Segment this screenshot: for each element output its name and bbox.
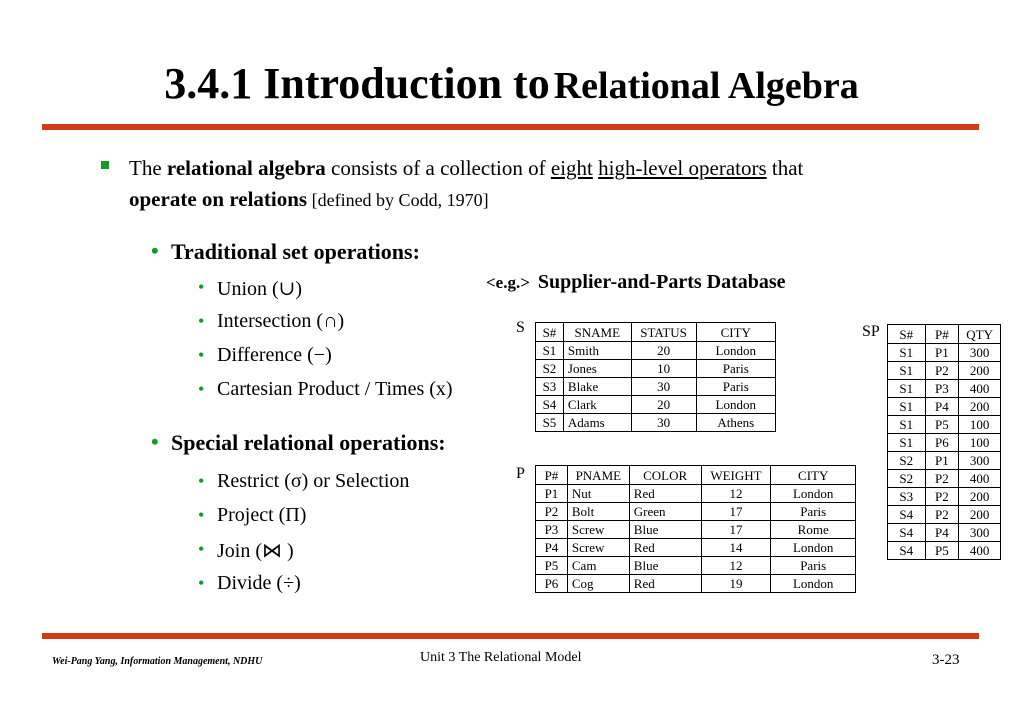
table-cell: S3 <box>536 378 564 396</box>
table-cell: S4 <box>536 396 564 414</box>
op-intersection: Intersection (∩) <box>217 310 345 332</box>
intro-line-1 <box>129 155 803 181</box>
op-divide: Divide (÷) <box>217 572 301 594</box>
table-cell: 100 <box>959 416 1001 434</box>
table-row <box>536 503 856 521</box>
table-row <box>888 542 1001 560</box>
table-cell: 200 <box>959 362 1001 380</box>
op-difference: Difference (−) <box>217 344 332 366</box>
table-cell: London <box>696 396 776 414</box>
example-prefix: <e.g.> <box>486 273 530 292</box>
intro-relational-algebra: relational algebra <box>166 156 326 180</box>
table-cell: Smith <box>563 342 631 360</box>
slide-title <box>0 58 1023 109</box>
intro-operate-on-relations: operate on relations <box>129 187 308 211</box>
table-row <box>888 344 1001 362</box>
header-cell: SNAME <box>563 323 631 342</box>
table-row <box>888 488 1001 506</box>
table-cell: P2 <box>536 503 568 521</box>
header-cell: WEIGHT <box>701 466 771 485</box>
table-cell: London <box>771 539 856 557</box>
table-cell: Cog <box>567 575 629 593</box>
table-row <box>536 396 776 414</box>
table-row <box>536 378 776 396</box>
dot-bullet-icon: • <box>198 505 205 525</box>
table-cell: 400 <box>959 542 1001 560</box>
table-cell: Bolt <box>567 503 629 521</box>
header-cell: COLOR <box>629 466 701 485</box>
dot-bullet-icon: • <box>198 379 205 399</box>
table-cell: S4 <box>888 506 926 524</box>
table-cell: 12 <box>701 485 771 503</box>
title-rest: Relational Algebra <box>553 65 859 107</box>
table-row <box>536 342 776 360</box>
intro-text-consists: consists of a collection of <box>325 156 551 180</box>
intro-line-2 <box>129 186 489 213</box>
header-cell: P# <box>925 325 959 344</box>
top-rule <box>42 124 979 130</box>
table-cell: P1 <box>536 485 568 503</box>
dot-bullet-icon: • <box>198 277 205 297</box>
table-s-label: S <box>516 319 525 336</box>
dot-bullet-icon: • <box>198 539 205 559</box>
table-cell: S1 <box>888 416 926 434</box>
intro-eight: eight <box>550 156 593 180</box>
table-cell: 200 <box>959 506 1001 524</box>
table-header-row <box>536 466 856 485</box>
table-cell: S3 <box>888 488 926 506</box>
table-cell: 10 <box>631 360 696 378</box>
op-project: Project (Π) <box>217 504 307 526</box>
table-cell: Red <box>629 575 701 593</box>
table-cell: Paris <box>696 360 776 378</box>
op-cartesian-product: Cartesian Product / Times (x) <box>217 378 453 400</box>
example-title: Supplier-and-Parts Database <box>537 271 786 293</box>
table-row <box>888 470 1001 488</box>
table-cell: Cam <box>567 557 629 575</box>
table-cell: 30 <box>631 414 696 432</box>
dot-bullet-icon: • <box>151 238 159 263</box>
dot-bullet-icon: • <box>198 311 205 331</box>
table-row <box>888 452 1001 470</box>
table-cell: Rome <box>771 521 856 539</box>
table-cell: P5 <box>536 557 568 575</box>
table-header-row <box>536 323 776 342</box>
table-cell: S1 <box>888 362 926 380</box>
table-cell: 20 <box>631 342 696 360</box>
table-cell: 17 <box>701 503 771 521</box>
table-cell: 100 <box>959 434 1001 452</box>
table-cell: 200 <box>959 398 1001 416</box>
table-row <box>536 360 776 378</box>
op-restrict: Restrict (σ) or Selection <box>217 470 410 492</box>
table-cell: P2 <box>925 506 959 524</box>
dot-bullet-icon: • <box>151 429 159 454</box>
table-cell: 17 <box>701 521 771 539</box>
intro-text-the: The <box>129 156 167 180</box>
table-cell: S1 <box>888 434 926 452</box>
table-sp <box>887 324 1001 560</box>
table-cell: 400 <box>959 380 1001 398</box>
dot-bullet-icon: • <box>198 573 205 593</box>
header-cell: S# <box>888 325 926 344</box>
table-cell: P4 <box>536 539 568 557</box>
table-cell: Blue <box>629 521 701 539</box>
table-s <box>535 322 776 432</box>
example-heading <box>486 271 786 294</box>
table-cell: S4 <box>888 524 926 542</box>
table-cell: Blake <box>563 378 631 396</box>
table-cell: 300 <box>959 524 1001 542</box>
table-p-label: P <box>516 465 525 482</box>
table-cell: P5 <box>925 416 959 434</box>
table-row <box>888 506 1001 524</box>
header-cell: QTY <box>959 325 1001 344</box>
table-cell: Screw <box>567 539 629 557</box>
table-row <box>536 557 856 575</box>
header-cell: CITY <box>696 323 776 342</box>
table-cell: 300 <box>959 344 1001 362</box>
table-p <box>535 465 856 593</box>
table-cell: S5 <box>536 414 564 432</box>
table-cell: P1 <box>925 344 959 362</box>
table-cell: 300 <box>959 452 1001 470</box>
header-cell: CITY <box>771 466 856 485</box>
table-cell: 14 <box>701 539 771 557</box>
footer-author: Wei-Pang Yang, Information Management, NDHU <box>52 656 263 667</box>
op-union: Union (∪) <box>217 278 303 300</box>
table-cell: P3 <box>925 380 959 398</box>
intro-high-level-operators: high-level operators <box>598 156 767 180</box>
table-cell: Athens <box>696 414 776 432</box>
table-cell: Blue <box>629 557 701 575</box>
table-cell: Paris <box>771 503 856 521</box>
table-cell: P2 <box>925 362 959 380</box>
bottom-rule <box>42 633 979 639</box>
table-cell: P2 <box>925 470 959 488</box>
table-cell: P4 <box>925 398 959 416</box>
table-row <box>536 485 856 503</box>
dot-bullet-icon: • <box>198 471 205 491</box>
table-cell: P4 <box>925 524 959 542</box>
table-cell: S2 <box>536 360 564 378</box>
table-cell: 400 <box>959 470 1001 488</box>
header-cell: PNAME <box>567 466 629 485</box>
header-cell: STATUS <box>631 323 696 342</box>
table-cell: Green <box>629 503 701 521</box>
table-cell: Red <box>629 485 701 503</box>
table-cell: P3 <box>536 521 568 539</box>
intro-text-that: that <box>766 156 804 180</box>
table-cell: Screw <box>567 521 629 539</box>
op-join: Join (⋈ ) <box>217 540 294 562</box>
table-sp-label: SP <box>862 323 880 340</box>
table-cell: S1 <box>536 342 564 360</box>
table-row <box>536 575 856 593</box>
table-cell: S2 <box>888 470 926 488</box>
table-header-row <box>888 325 1001 344</box>
table-cell: 30 <box>631 378 696 396</box>
table-cell: P1 <box>925 452 959 470</box>
table-cell: 200 <box>959 488 1001 506</box>
table-cell: 19 <box>701 575 771 593</box>
table-cell: Red <box>629 539 701 557</box>
table-cell: Jones <box>563 360 631 378</box>
table-cell: S4 <box>888 542 926 560</box>
traditional-heading: Traditional set operations: <box>171 239 420 264</box>
table-row <box>888 362 1001 380</box>
intro-citation: [defined by Codd, 1970] <box>307 190 489 210</box>
dot-bullet-icon: • <box>198 345 205 365</box>
table-cell: London <box>696 342 776 360</box>
table-cell: Paris <box>771 557 856 575</box>
table-cell: P6 <box>536 575 568 593</box>
table-cell: 20 <box>631 396 696 414</box>
table-row <box>888 416 1001 434</box>
table-row <box>888 524 1001 542</box>
table-cell: P6 <box>925 434 959 452</box>
table-cell: P2 <box>925 488 959 506</box>
table-cell: London <box>771 575 856 593</box>
title-number: 3.4.1 Introduction to <box>164 59 550 108</box>
footer-page-number: 3-23 <box>932 652 960 668</box>
table-cell: 12 <box>701 557 771 575</box>
special-heading: Special relational operations: <box>171 430 446 455</box>
header-cell: S# <box>536 323 564 342</box>
table-cell: P5 <box>925 542 959 560</box>
table-cell: Nut <box>567 485 629 503</box>
table-row <box>888 380 1001 398</box>
table-cell: S1 <box>888 380 926 398</box>
table-cell: S2 <box>888 452 926 470</box>
table-cell: S1 <box>888 398 926 416</box>
table-cell: Adams <box>563 414 631 432</box>
table-cell: Paris <box>696 378 776 396</box>
table-cell: Clark <box>563 396 631 414</box>
table-row <box>536 521 856 539</box>
header-cell: P# <box>536 466 568 485</box>
table-row <box>888 398 1001 416</box>
table-row <box>888 434 1001 452</box>
table-cell: London <box>771 485 856 503</box>
square-bullet-icon <box>101 161 109 169</box>
table-cell: S1 <box>888 344 926 362</box>
footer-unit: Unit 3 The Relational Model <box>420 650 582 665</box>
table-row <box>536 414 776 432</box>
table-row <box>536 539 856 557</box>
